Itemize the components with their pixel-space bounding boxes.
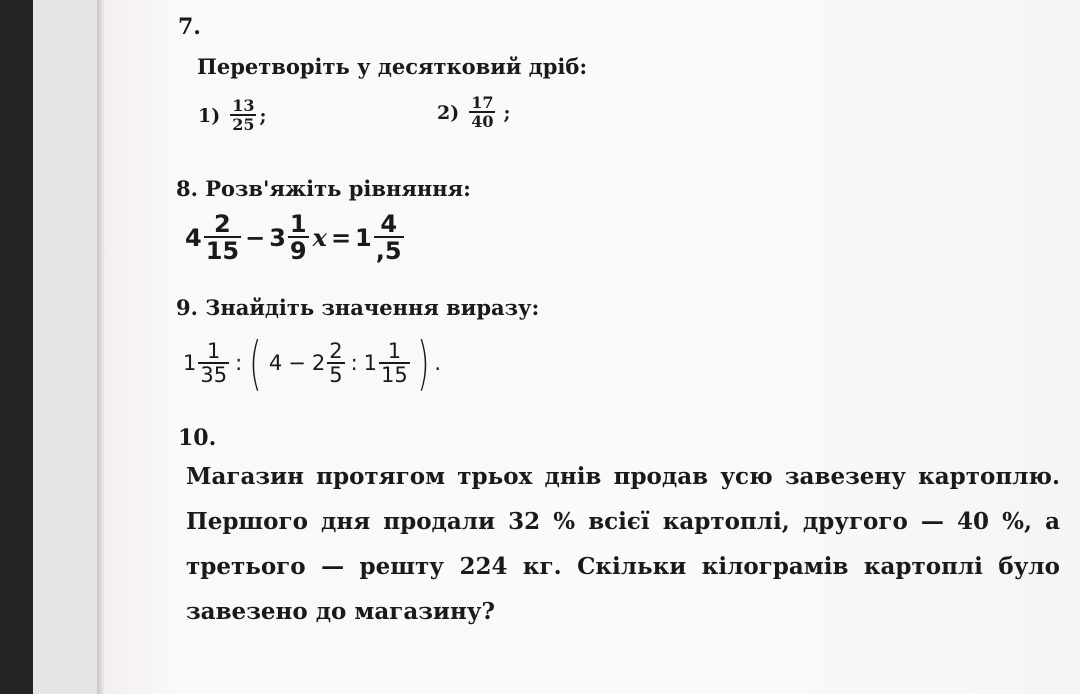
fraction-numerator: 1	[387, 338, 402, 363]
expr-minus: −	[288, 351, 306, 375]
eq-whole-b: 3	[269, 223, 286, 252]
fraction-numerator: 13	[232, 96, 255, 115]
task8-equation	[185, 212, 404, 263]
eq-variable: x	[312, 223, 327, 252]
expr-whole-b: 2	[311, 351, 326, 375]
fraction-denominator: 15	[205, 237, 240, 265]
expr-fraction-b	[327, 338, 344, 387]
eq-minus: −	[245, 223, 266, 252]
expr-four: 4	[268, 351, 283, 375]
task7-item-2-suffix: ;	[503, 101, 511, 124]
fraction-numerator: 1	[289, 210, 307, 238]
fraction-numerator: 4	[380, 210, 398, 238]
fraction-numerator: 2	[329, 338, 343, 363]
fraction-denominator: 5	[329, 362, 343, 387]
task7-number: 7.	[178, 14, 201, 40]
expr-colon-2: :	[350, 351, 358, 375]
expr-fraction-c	[379, 338, 410, 387]
eq-fraction-a	[204, 212, 241, 263]
background-gray-strip	[33, 0, 97, 694]
task7-item-2	[437, 95, 511, 130]
expr-close-paren: )	[416, 329, 430, 397]
expr-dot: .	[434, 351, 442, 375]
background-dark-strip	[0, 0, 33, 694]
task10-number: 10.	[178, 425, 217, 451]
eq-fraction-c	[374, 212, 404, 263]
page-edge-shadow	[97, 0, 105, 694]
eq-whole-c: 1	[355, 223, 372, 252]
fraction-denominator: 15	[381, 362, 408, 387]
task9-expression	[183, 329, 442, 397]
fraction-denominator: 40	[471, 112, 494, 131]
task7-instruction: Перетворіть у десятковий дріб:	[197, 54, 588, 79]
fraction-denominator: 9	[289, 237, 307, 265]
eq-whole-a: 4	[185, 223, 202, 252]
eq-fraction-b	[288, 212, 309, 263]
expr-whole-a: 1	[183, 351, 197, 375]
fraction-denominator: 35	[200, 362, 228, 387]
fraction-numerator: 2	[214, 210, 231, 238]
task8-heading: 8. Розв'яжіть рівняння:	[176, 176, 471, 201]
task7-item-1-fraction	[230, 98, 256, 133]
task7-item-2-label: 2)	[437, 101, 460, 124]
task7-item-1-suffix: ;	[259, 104, 267, 127]
fraction-numerator: 1	[207, 338, 221, 363]
task9-heading: 9. Знайдіть значення виразу:	[176, 295, 540, 320]
task7-item-1	[198, 98, 267, 133]
expr-whole-c: 1	[363, 351, 378, 375]
fraction-numerator: 17	[471, 93, 494, 112]
task10-text: Магазин протягом трьох днів продав усю завезену картоплю. Першого дня продали 32 % всієї картоплі, другого — 40 %, а третього — решту 224 кг. Скільки кілограмів картоплі було завезено до магазину?	[186, 463, 1060, 625]
task7-item-2-fraction	[469, 95, 495, 130]
expr-open-paren: (	[249, 329, 262, 397]
expr-colon: :	[235, 351, 243, 375]
fraction-denominator: ,5	[375, 237, 402, 265]
eq-equals: =	[330, 223, 352, 252]
task7-item-1-label: 1)	[198, 104, 221, 127]
fraction-denominator: 25	[232, 115, 255, 134]
expr-fraction-a	[198, 338, 229, 387]
